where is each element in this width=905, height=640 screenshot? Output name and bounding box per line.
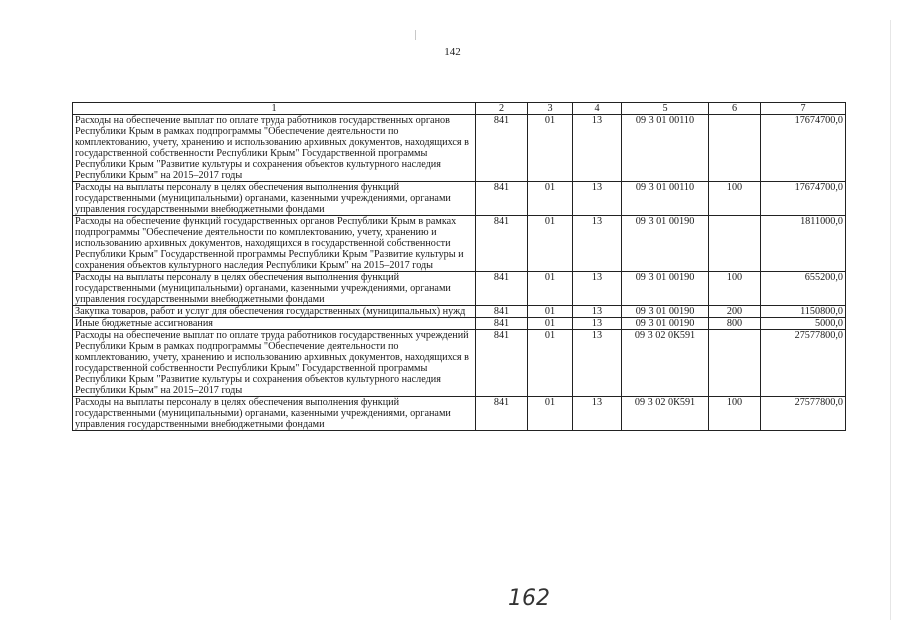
table-row	[73, 182, 846, 216]
subsection-code: 13	[573, 182, 622, 216]
target-item-code: 09 3 01 00110	[622, 182, 709, 216]
expense-description: Расходы на обеспечение выплат по оплате труда работников государственных органов Республики Крым в рамках подпрограммы "Обеспечение деятельности по комплектованию, учету, хранению и использованию архивных документов, находящихся в государственной собственности Республики Крым" Государственной программы Республики Крым "Развитие культуры и сохранения объектов культурного наследия Республики Крым" на 2015–2017 годы	[73, 115, 476, 182]
section-code: 01	[528, 306, 573, 318]
section-code: 01	[528, 397, 573, 431]
section-code: 01	[528, 330, 573, 397]
table-row	[73, 306, 846, 318]
table-row	[73, 318, 846, 330]
column-header: 7	[761, 103, 846, 115]
amount: 5000,0	[761, 318, 846, 330]
section-code: 01	[528, 272, 573, 306]
expense-description: Расходы на обеспечение функций государственных органов Республики Крым в рамках подпрограммы "Обеспечение деятельности по комплектованию, учету, хранению и использованию архивных документов, находящихся в государственной собственности Республики Крым" Государственной программы Республики Крым "Развитие культуры и сохранения объектов культурного наследия Республики Крым" на 2015–2017 годы	[73, 216, 476, 272]
column-header: 1	[73, 103, 476, 115]
amount: 1150800,0	[761, 306, 846, 318]
table-row	[73, 397, 846, 431]
ministry-code: 841	[476, 115, 528, 182]
ministry-code: 841	[476, 272, 528, 306]
target-item-code: 09 3 01 00190	[622, 272, 709, 306]
column-header: 6	[709, 103, 761, 115]
table-row	[73, 115, 846, 182]
column-header: 3	[528, 103, 573, 115]
section-code: 01	[528, 216, 573, 272]
expense-description: Закупка товаров, работ и услуг для обеспечения государственных (муниципальных) нужд	[73, 306, 476, 318]
section-code: 01	[528, 318, 573, 330]
table-row	[73, 272, 846, 306]
expense-type-code: 100	[709, 272, 761, 306]
ministry-code: 841	[476, 182, 528, 216]
target-item-code: 09 3 01 00190	[622, 306, 709, 318]
subsection-code: 13	[573, 318, 622, 330]
target-item-code: 09 3 02 0К591	[622, 397, 709, 431]
ministry-code: 841	[476, 216, 528, 272]
section-code: 01	[528, 115, 573, 182]
expense-description: Расходы на выплаты персоналу в целях обеспечения выполнения функций государственными (муниципальными) органами, казенными учреждениями, органами управления государственными внебюджетными фондами	[73, 272, 476, 306]
expense-type-code: 200	[709, 306, 761, 318]
expense-type-code	[709, 115, 761, 182]
target-item-code: 09 3 01 00190	[622, 216, 709, 272]
expense-type-code	[709, 216, 761, 272]
ministry-code: 841	[476, 306, 528, 318]
scan-artifact-line	[415, 30, 416, 40]
target-item-code: 09 3 02 0К591	[622, 330, 709, 397]
scan-artifact-line	[890, 20, 891, 620]
amount: 1811000,0	[761, 216, 846, 272]
column-header: 5	[622, 103, 709, 115]
column-header: 4	[573, 103, 622, 115]
expense-description: Расходы на выплаты персоналу в целях обеспечения выполнения функций государственными (муниципальными) органами, казенными учреждениями, органами управления государственными внебюджетными фондами	[73, 182, 476, 216]
table-row	[73, 330, 846, 397]
amount: 17674700,0	[761, 115, 846, 182]
table-header-row	[73, 103, 846, 115]
expense-description: Иные бюджетные ассигнования	[73, 318, 476, 330]
expense-description: Расходы на выплаты персоналу в целях обеспечения выполнения функций государственными (муниципальными) органами, казенными учреждениями, органами управления государственными внебюджетными фондами	[73, 397, 476, 431]
target-item-code: 09 3 01 00110	[622, 115, 709, 182]
subsection-code: 13	[573, 306, 622, 318]
subsection-code: 13	[573, 115, 622, 182]
subsection-code: 13	[573, 330, 622, 397]
table-row	[73, 216, 846, 272]
amount: 655200,0	[761, 272, 846, 306]
expense-type-code: 100	[709, 182, 761, 216]
budget-table	[72, 102, 846, 431]
amount: 27577800,0	[761, 330, 846, 397]
expense-description: Расходы на обеспечение выплат по оплате труда работников государственных учреждений Республики Крым в рамках подпрограммы "Обеспечение деятельности по комплектованию, учету, хранению и использованию архивных документов, находящихся в государственной собственности Республики Крым" Государственной программы Республики Крым "Развитие культуры и сохранения объектов культурного наследия Республики Крым" на 2015–2017 годы	[73, 330, 476, 397]
ministry-code: 841	[476, 397, 528, 431]
expense-type-code: 100	[709, 397, 761, 431]
amount: 27577800,0	[761, 397, 846, 431]
subsection-code: 13	[573, 397, 622, 431]
subsection-code: 13	[573, 216, 622, 272]
section-code: 01	[528, 182, 573, 216]
expense-type-code	[709, 330, 761, 397]
page-number: 142	[444, 46, 461, 58]
ministry-code: 841	[476, 330, 528, 397]
column-header: 2	[476, 103, 528, 115]
subsection-code: 13	[573, 272, 622, 306]
amount: 17674700,0	[761, 182, 846, 216]
handwritten-page-number: 162	[508, 586, 550, 611]
ministry-code: 841	[476, 318, 528, 330]
expense-type-code: 800	[709, 318, 761, 330]
target-item-code: 09 3 01 00190	[622, 318, 709, 330]
